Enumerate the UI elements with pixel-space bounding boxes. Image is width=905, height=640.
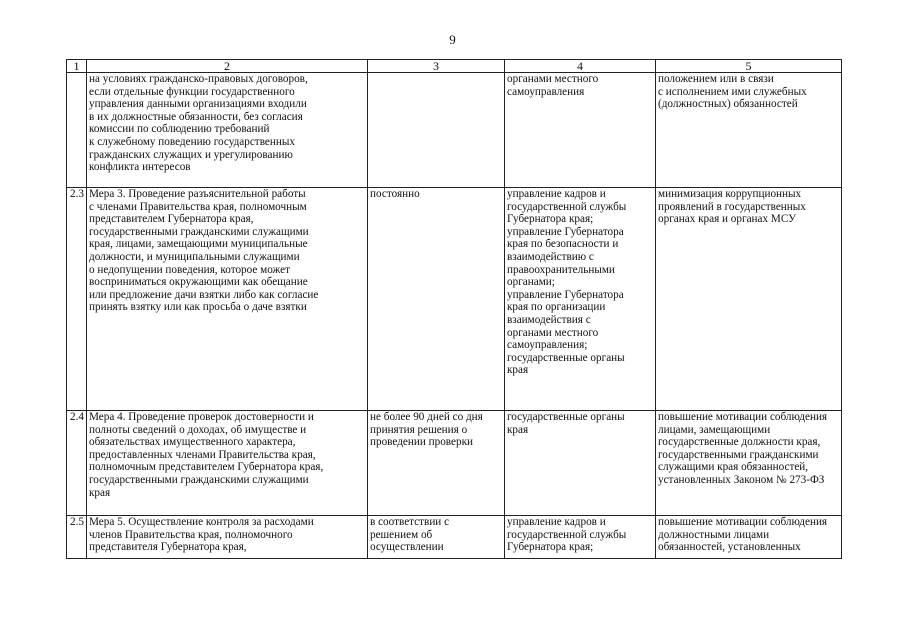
cell-text-line: гражданских служащих и урегулированию bbox=[89, 148, 293, 161]
table-header-row bbox=[67, 60, 842, 73]
cell-text-line: государственной службы bbox=[507, 200, 627, 213]
cell-text-line: установленных Законом № 273-ФЗ bbox=[658, 473, 825, 486]
table-row bbox=[67, 411, 842, 516]
cell-text-line: положением или в связи bbox=[658, 73, 774, 85]
cell-text-line: постоянно bbox=[370, 188, 420, 200]
measure-cell bbox=[87, 188, 368, 411]
cell-text-line: Губернатора края; bbox=[507, 213, 594, 226]
cell-text-line: восприниматься окружающими как обещание bbox=[89, 276, 308, 289]
cell-text-line: правоохранительными bbox=[507, 263, 615, 276]
cell-text-line: государственными гражданскими bbox=[658, 448, 819, 461]
cell-text-line: комиссии по соблюдению требований bbox=[89, 123, 270, 136]
result-cell bbox=[656, 411, 842, 516]
cell-text-line: не более 90 дней со дня bbox=[370, 411, 483, 423]
cell-text-line: представителя Губернатора края, bbox=[89, 541, 247, 554]
result-cell bbox=[656, 188, 842, 411]
header-cell-2: 2 bbox=[87, 60, 368, 73]
cell-text-line: должности, и муниципальными служащими bbox=[89, 250, 300, 263]
cell-text-line: обязательствах имущественного характера, bbox=[89, 436, 296, 449]
cell-text-line: края, лицами, замещающими муниципальные bbox=[89, 238, 308, 251]
cell-text-line: органами; bbox=[507, 276, 555, 289]
cell-text-line: лицами, замещающими bbox=[658, 423, 771, 436]
cell-text-line: предоставленных членами Правительства края, bbox=[89, 448, 316, 461]
cell-text-line: служащими края обязанностей, bbox=[658, 461, 809, 474]
cell-text-line: самоуправления; bbox=[507, 339, 588, 352]
cell-text-line: повышение мотивации соблюдения bbox=[658, 411, 828, 423]
executors-cell bbox=[505, 73, 656, 188]
cell-text-line: государственные должности края, bbox=[658, 436, 821, 449]
cell-text-line: края bbox=[507, 423, 529, 436]
cell-text-line: органами местного bbox=[507, 73, 599, 85]
cell-text-line: на условиях гражданско-правовых договоров, bbox=[89, 73, 308, 85]
cell-text-line: принять взятку или как просьба о даче взятки bbox=[89, 301, 307, 314]
cell-text-line: полномочным представителем Губернатора края, bbox=[89, 461, 324, 474]
deadline-cell bbox=[368, 188, 505, 411]
cell-text-line: (должностных) обязанностей bbox=[658, 98, 798, 111]
cell-text-line: повышение мотивации соблюдения bbox=[658, 516, 828, 528]
measure-cell bbox=[87, 73, 368, 188]
executors-cell bbox=[505, 411, 656, 516]
cell-text-line: государственными гражданскими служащими bbox=[89, 225, 309, 238]
cell-text-line: должностными лицами bbox=[658, 528, 770, 541]
deadline-cell bbox=[368, 73, 505, 188]
cell-text-line: если отдельные функции государственного bbox=[89, 85, 295, 98]
result-cell bbox=[656, 516, 842, 559]
row-number bbox=[67, 73, 87, 188]
cell-text-line: с исполнением ими служебных bbox=[658, 85, 807, 98]
cell-text-line: обязанностей, установленных bbox=[658, 541, 801, 554]
cell-text-line: управление кадров и bbox=[507, 516, 606, 528]
row-number: 2.4 bbox=[67, 411, 87, 516]
cell-text-line: принятия решения о bbox=[370, 423, 468, 436]
header-cell-4: 4 bbox=[505, 60, 656, 73]
header-cell-5: 5 bbox=[656, 60, 842, 73]
row-number: 2.3 bbox=[67, 188, 87, 411]
cell-text-line: членов Правительства края, полномочного bbox=[89, 528, 293, 541]
cell-text-line: края bbox=[89, 486, 111, 499]
table-row bbox=[67, 73, 842, 188]
measure-cell bbox=[87, 516, 368, 559]
cell-text-line: Губернатора края; bbox=[507, 541, 594, 554]
table-row bbox=[67, 516, 842, 559]
cell-text-line: управление Губернатора bbox=[507, 288, 624, 301]
cell-text-line: с членами Правительства края, полномочным bbox=[89, 200, 307, 213]
cell-text-line: государственными гражданскими служащими bbox=[89, 473, 309, 486]
cell-text-line: конфликта интересов bbox=[89, 161, 191, 174]
header-cell-1: 1 bbox=[67, 60, 87, 73]
row-number: 2.5 bbox=[67, 516, 87, 559]
deadline-cell bbox=[368, 411, 505, 516]
cell-text-line: органах края и органах МСУ bbox=[658, 213, 797, 226]
cell-text-line: к служебному поведению государственных bbox=[89, 135, 295, 148]
cell-text-line: представителем Губернатора края, bbox=[89, 213, 254, 226]
cell-text-line: решением об bbox=[370, 528, 433, 541]
cell-text-line: края по безопасности и bbox=[507, 238, 619, 251]
cell-text-line: минимизация коррупционных bbox=[658, 188, 802, 200]
cell-text-line: самоуправления bbox=[507, 85, 585, 98]
cell-text-line: края по организации bbox=[507, 301, 606, 314]
cell-text-line: в их должностные обязанности, без согласия bbox=[89, 110, 303, 123]
cell-text-line: государственной службы bbox=[507, 528, 627, 541]
page-number: 9 bbox=[449, 32, 456, 47]
cell-text-line: края bbox=[507, 364, 529, 377]
cell-text-line: управление Губернатора bbox=[507, 225, 624, 238]
cell-text-line: взаимодействия с bbox=[507, 313, 591, 326]
measures-table bbox=[66, 59, 842, 559]
measure-cell bbox=[87, 411, 368, 516]
header-cell-3: 3 bbox=[368, 60, 505, 73]
cell-text-line: проявлений в государственных bbox=[658, 200, 806, 213]
table-row bbox=[67, 188, 842, 411]
cell-text-line: полноты сведений о доходах, об имуществе и bbox=[89, 423, 307, 436]
cell-text-line: Мера 3. Проведение разъяснительной работы bbox=[89, 188, 306, 200]
cell-text-line: осуществлении bbox=[370, 541, 444, 554]
cell-text-line: органами местного bbox=[507, 326, 599, 339]
table-body bbox=[67, 73, 842, 559]
cell-text-line: государственные органы bbox=[507, 411, 625, 423]
cell-text-line: управление кадров и bbox=[507, 188, 606, 200]
result-cell bbox=[656, 73, 842, 188]
cell-text-line: взаимодействию с bbox=[507, 250, 594, 263]
cell-text-line: проведении проверки bbox=[370, 436, 473, 449]
cell-text-line: Мера 5. Осуществление контроля за расходами bbox=[89, 516, 314, 528]
deadline-cell bbox=[368, 516, 505, 559]
cell-text-line: о недопущении поведения, которое может bbox=[89, 263, 290, 276]
cell-text-line: Мера 4. Проведение проверок достоверности и bbox=[89, 411, 314, 423]
cell-text-line: в соответствии с bbox=[370, 516, 450, 528]
cell-text-line: управления данными организациями входили bbox=[89, 98, 307, 111]
cell-text-line: или предложение дачи взятки либо как согласие bbox=[89, 288, 319, 301]
cell-text-line: государственные органы bbox=[507, 351, 625, 364]
executors-cell bbox=[505, 188, 656, 411]
executors-cell bbox=[505, 516, 656, 559]
